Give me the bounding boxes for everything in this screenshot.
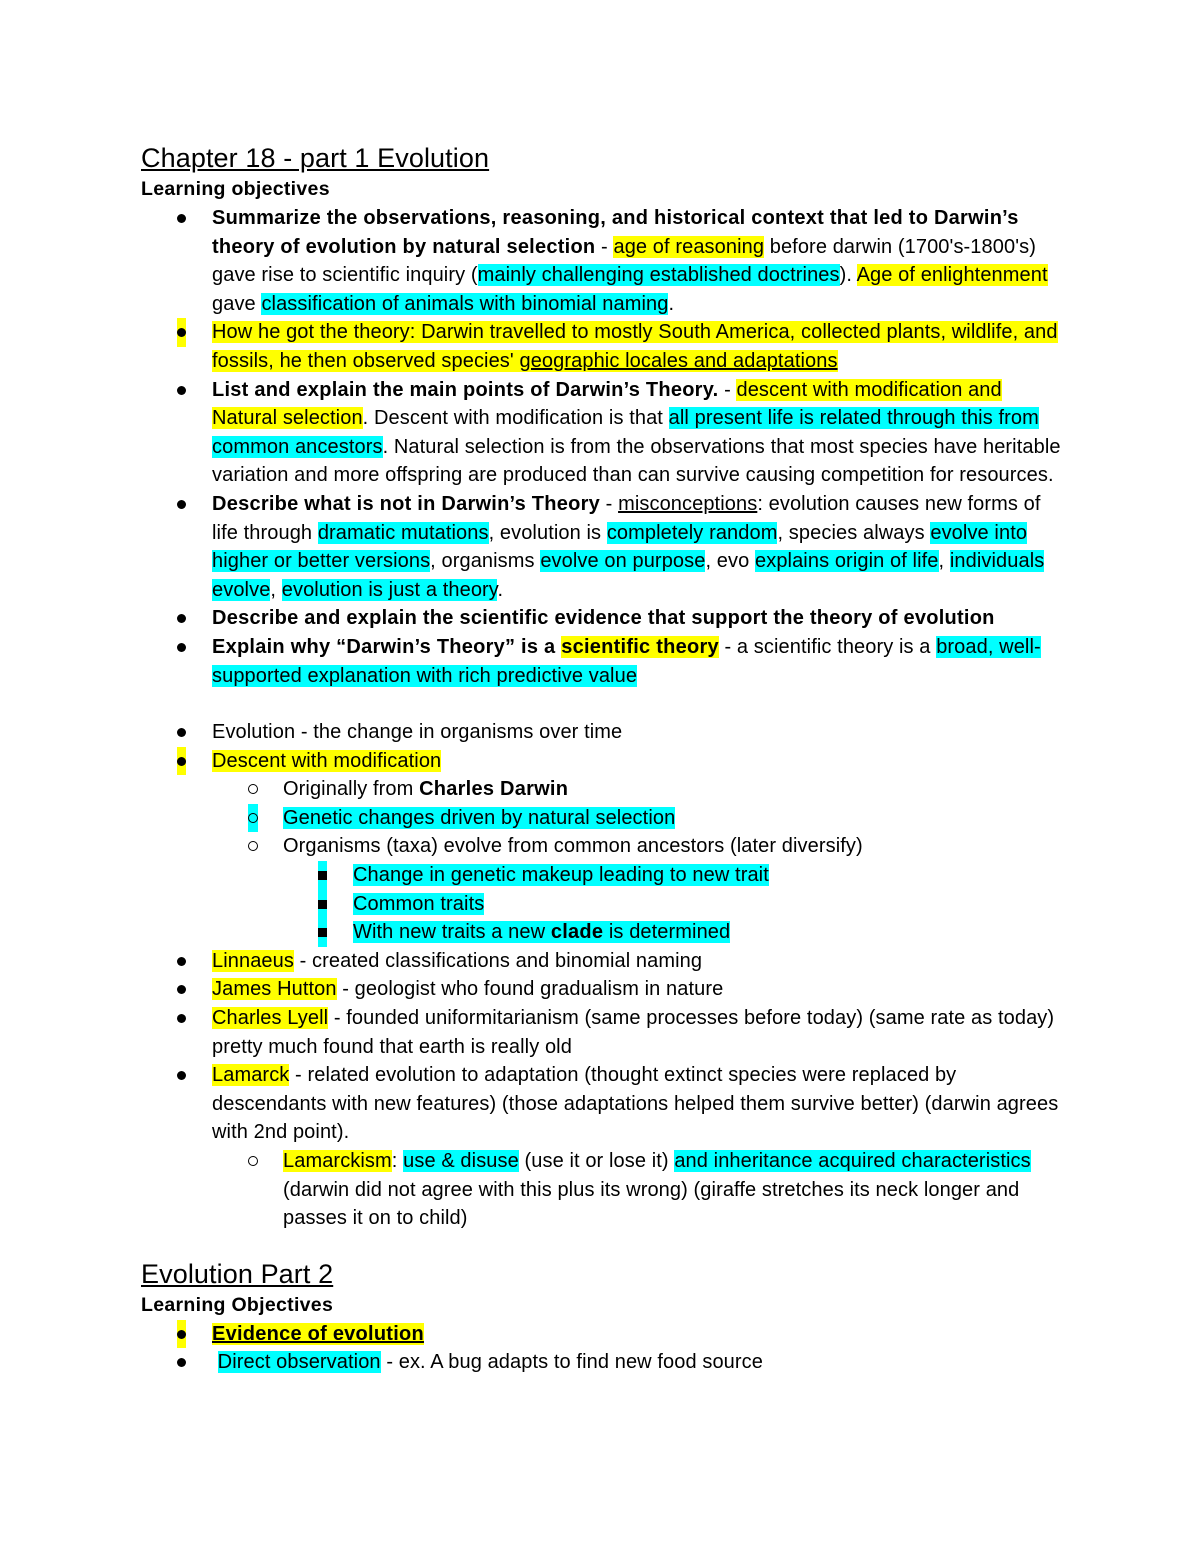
objective-main-points: List and explain the main points of Darwin’s Theory. - descent with modification and Natural selection. Descent with modification is that all present life is related through this from common ancestors. Natural selection is from the observations that most species have heritable variation and more offspring are produced than can survive causing competition for resources. xyxy=(141,376,1061,490)
evolution-part-2-title: Evolution Part 2 xyxy=(141,1258,334,1289)
note-linnaeus: Linnaeus - created classifications and binomial naming xyxy=(141,947,1061,976)
bullet-dot xyxy=(177,376,186,405)
bullet-dot xyxy=(177,747,186,776)
bullet-square xyxy=(318,861,327,890)
objective-scientific-theory: Explain why “Darwin’s Theory” is a scientific theory - a scientific theory is a broad, well-supported explanation with rich predictive value xyxy=(141,633,1061,690)
objective-summarize: Summarize the observations, reasoning, and historical context that led to Darwin’s theory of evolution by natural selection - age of reasoning before darwin (1700's-1800's) gave rise to scientific inquiry (mainly challenging established doctrines). Age of enlightenment gave classification of animals with binomial naming. xyxy=(141,204,1061,318)
objective-scientific-evidence: Describe and explain the scientific evidence that support the theory of evolution xyxy=(141,604,1061,633)
bullet-circle xyxy=(248,775,258,804)
note-genetic-changes: Genetic changes driven by natural selection xyxy=(141,804,1061,833)
note-evolution: Evolution - the change in organisms over time xyxy=(141,718,1061,747)
bullet-dot xyxy=(177,490,186,519)
objective-misconceptions: Describe what is not in Darwin’s Theory - misconceptions: evolution causes new forms of life through dramatic mutations, evolution is completely random, species always evolve into higher or better versions, organisms evolve on purpose, evo explains origin of life, individuals evolve, evolution is just a theory. xyxy=(141,490,1061,604)
objectives-list xyxy=(141,204,1061,690)
note-change-genetic-makeup: Change in genetic makeup leading to new trait xyxy=(141,861,1061,890)
bullet-dot xyxy=(177,1004,186,1033)
bullet-dot xyxy=(177,947,186,976)
bullet-dot xyxy=(177,1320,186,1349)
document-body xyxy=(141,141,1061,1377)
note-organisms-taxa: Organisms (taxa) evolve from common ancestors (later diversify) xyxy=(141,832,1061,861)
part-2-list xyxy=(141,1320,1061,1377)
spacer xyxy=(141,1233,1061,1257)
bullet-square xyxy=(318,918,327,947)
learning-objectives-heading: Learning objectives xyxy=(141,178,330,200)
bullet-circle xyxy=(248,832,258,861)
bullet-dot xyxy=(177,1061,186,1090)
evidence-of-evolution: Evidence of evolution xyxy=(141,1320,1061,1349)
note-james-hutton: James Hutton - geologist who found gradualism in nature xyxy=(141,975,1061,1004)
bullet-dot xyxy=(177,975,186,1004)
note-charles-lyell: Charles Lyell - founded uniformitarianism (same processes before today) (same rate as today) pretty much found that earth is really old xyxy=(141,1004,1061,1061)
bullet-dot xyxy=(177,1348,186,1377)
note-descent-with-modification: Descent with modification xyxy=(141,747,1061,776)
note-new-clade: With new traits a new clade is determined xyxy=(141,918,1061,947)
bullet-dot xyxy=(177,604,186,633)
note-common-traits: Common traits xyxy=(141,890,1061,919)
objective-how-he-got-theory: How he got the theory: Darwin travelled to mostly South America, collected plants, wildlife, and fossils, he then observed species' geographic locales and adaptations xyxy=(141,318,1061,375)
notes-list xyxy=(141,718,1061,1233)
spacer xyxy=(141,690,1061,718)
direct-observation: Direct observation - ex. A bug adapts to find new food source xyxy=(141,1348,1061,1377)
bullet-circle xyxy=(248,804,258,833)
bullet-dot xyxy=(177,204,186,233)
note-originally-from: Originally from Charles Darwin xyxy=(141,775,1061,804)
note-lamarckism: Lamarckism: use & disuse (use it or lose it) and inheritance acquired characteristics (darwin did not agree with this plus its wrong) (giraffe stretches its neck longer and passes it on to child) xyxy=(141,1147,1061,1233)
part-2-objectives-heading: Learning Objectives xyxy=(141,1293,334,1316)
chapter-18-title: Chapter 18 - part 1 Evolution xyxy=(141,143,490,173)
bullet-dot xyxy=(177,318,186,347)
bullet-square xyxy=(318,890,327,919)
note-lamarck: Lamarck - related evolution to adaptation (thought extinct species were replaced by descendants with new features) (those adaptations helped them survive better) (darwin agrees with 2nd point). xyxy=(141,1061,1061,1147)
bullet-dot xyxy=(177,633,186,662)
bullet-circle xyxy=(248,1147,258,1176)
bullet-dot xyxy=(177,718,186,747)
